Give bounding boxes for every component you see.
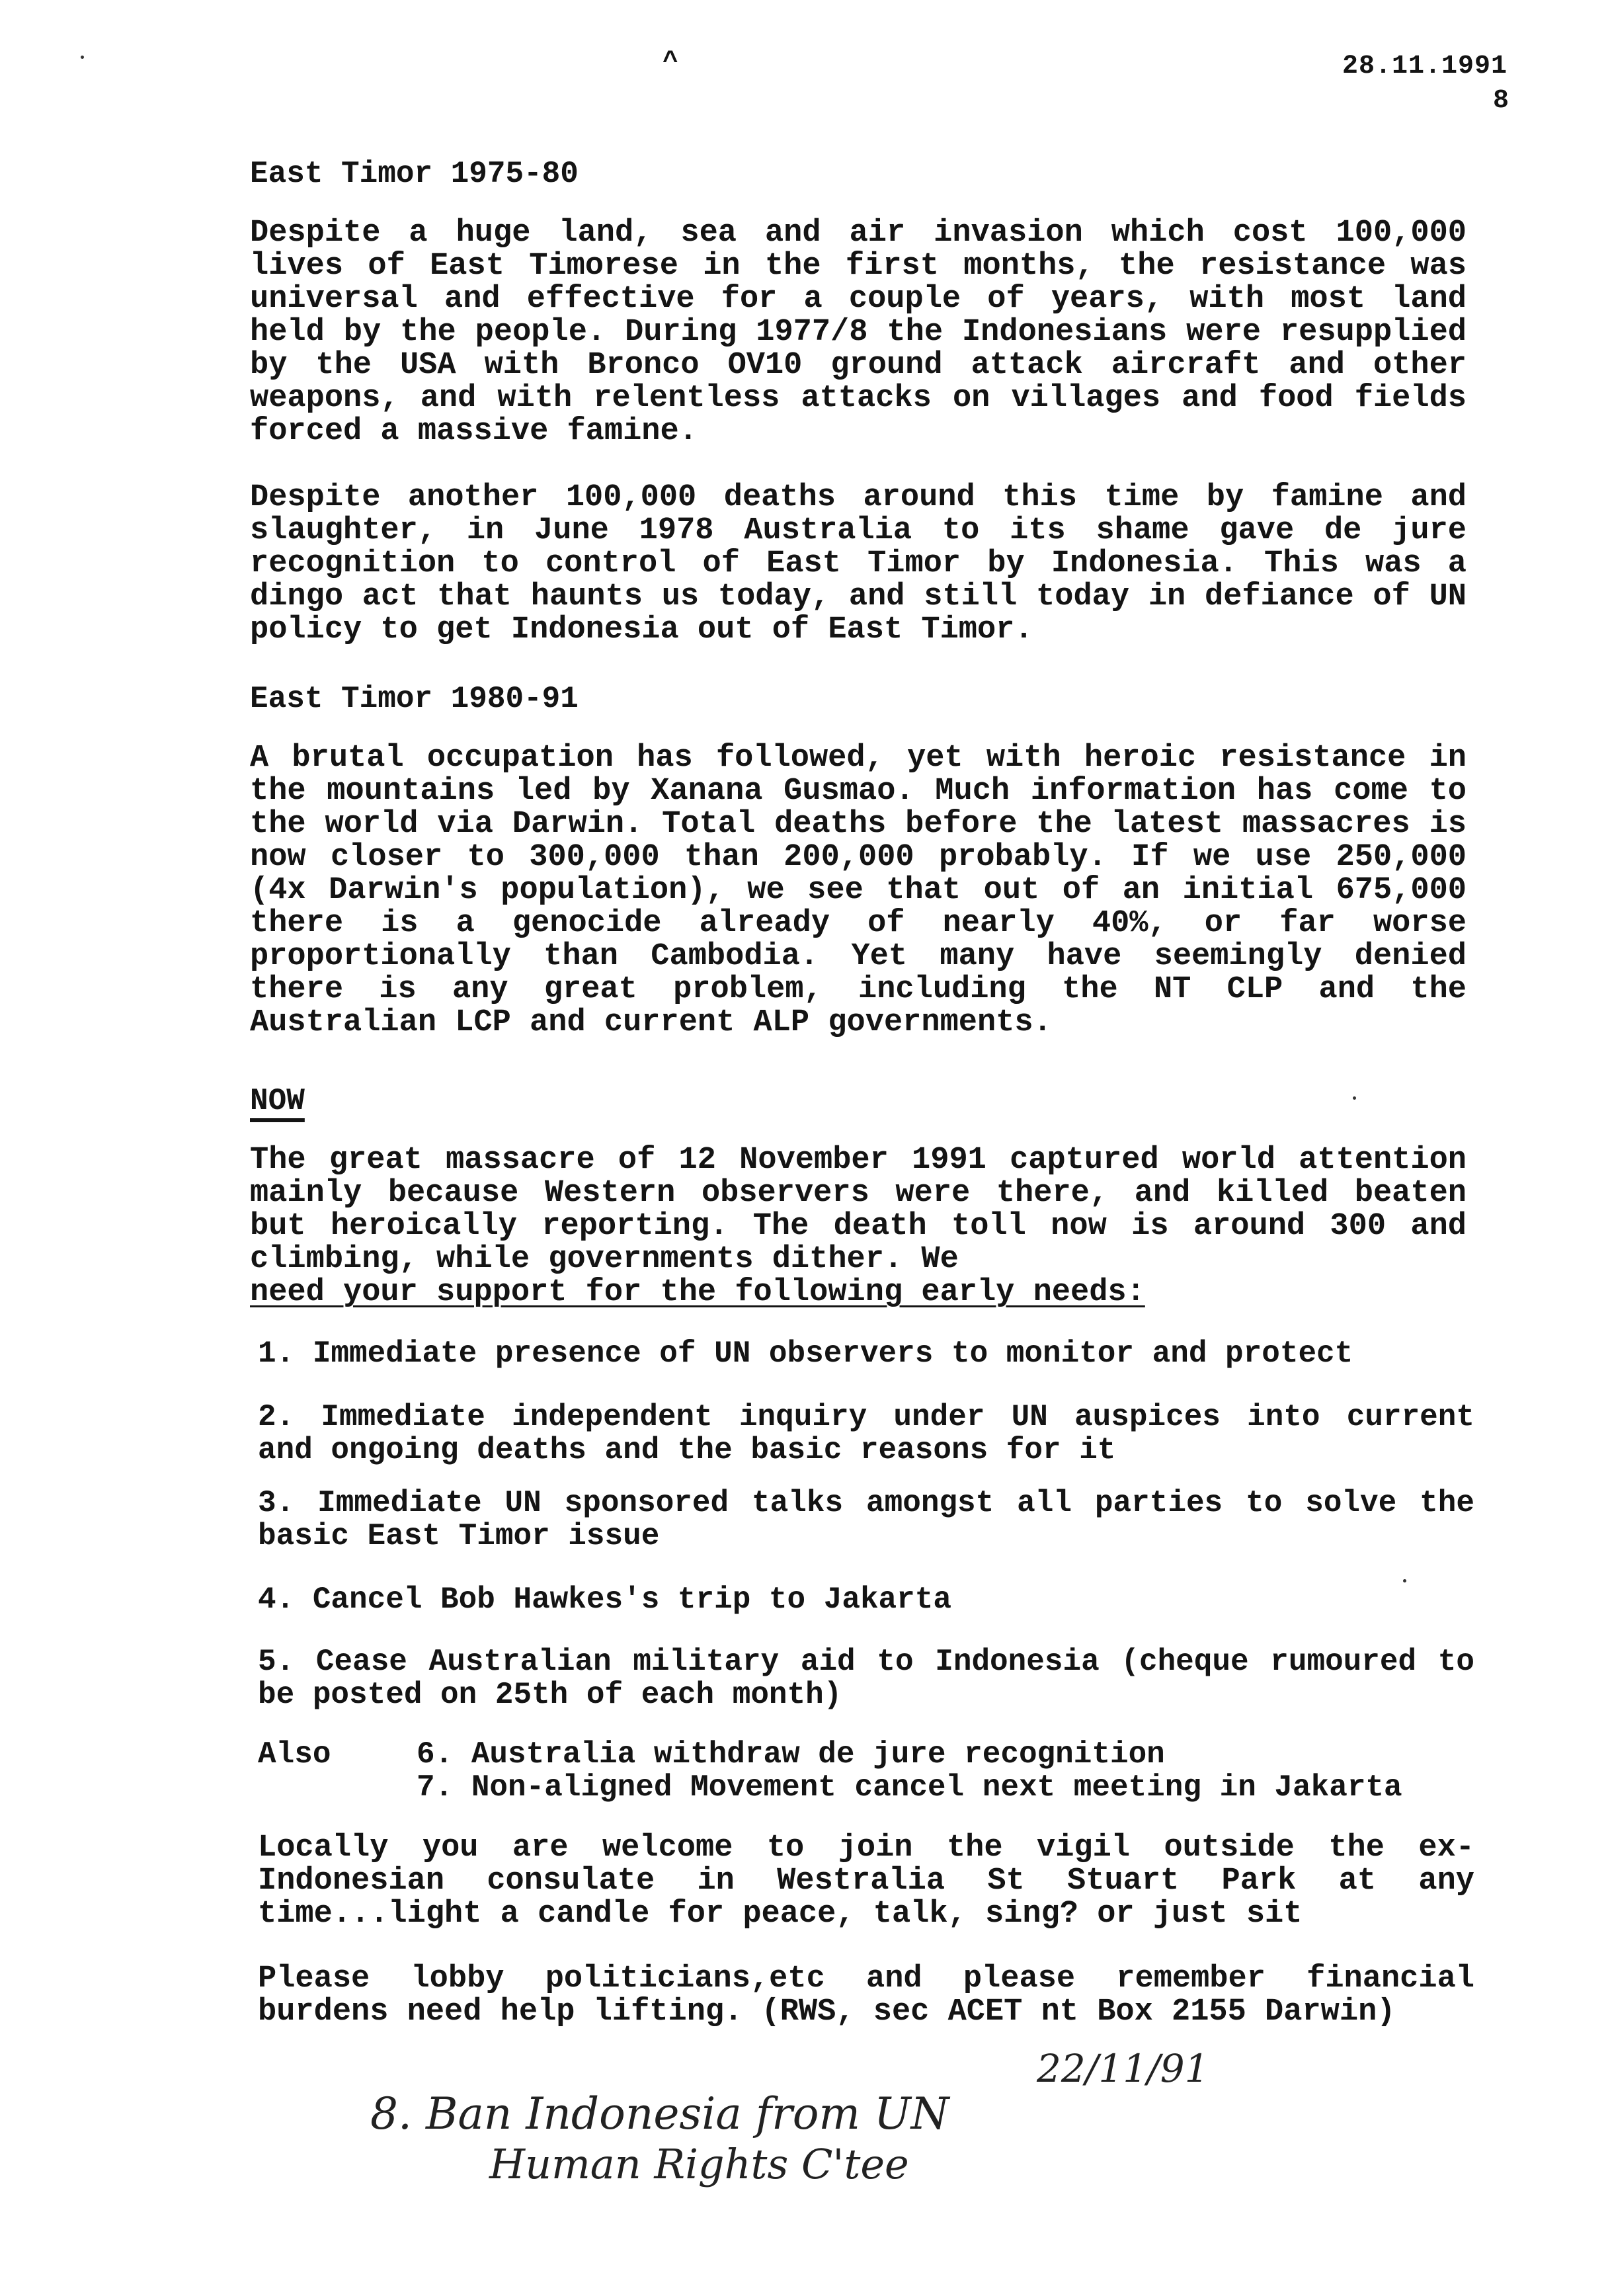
also-item-7: 7. Non-aligned Movement cancel next meeting in Jakarta	[417, 1770, 1402, 1805]
handwritten-date: 22/11/91	[1037, 2046, 1209, 2091]
section-heading-now: NOW	[250, 1084, 305, 1118]
paragraph-recognition: Despite another 100,000 deaths around this time by famine and slaughter, in June 1978 Australia to its shame gave de jure recognition to control of East Timor by Indonesia. This was a dingo act that haunts us today, and still today in defiance of UN policy to get Indonesia out of East Timor.	[250, 480, 1467, 647]
also-item-6: 6. Australia withdraw de jure recognition	[417, 1737, 1165, 1772]
paragraph-occupation: A brutal occupation has followed, yet with heroic resistance in the mountains led by Xanana Gusmao. Much information has come to the world via Darwin. Total deaths before the latest massacres is now closer to 300,000 than 200,000 probably. If we use 250,000 (4x Darwin's population), we see that out of an initial 675,000 there is a genocide already of nearly 40%, or far worse proportionally than Cambodia. Yet many have seemingly denied there is any great problem, including the NT CLP and the Australian LCP and current ALP governments.	[250, 741, 1467, 1040]
section-heading-1975-80: East Timor 1975-80	[250, 157, 579, 191]
paragraph-massacre: The great massacre of 12 November 1991 captured world attention mainly because Western observers were there, and killed beaten but heroically reporting. The death toll now is around 300 and climbing, while governments dither. We	[250, 1143, 1467, 1277]
needs-intro: need your support for the following early needs:	[250, 1275, 1145, 1310]
document-date: 28.11.1991	[1342, 52, 1508, 81]
handwritten-note-line1: 8. Ban Indonesia from UN	[370, 2088, 949, 2139]
speck	[81, 56, 84, 59]
need-item-4: 4. Cancel Bob Hawkes's trip to Jakarta	[258, 1582, 951, 1617]
paragraph-vigil: Locally you are welcome to join the vigil outside the ex-Indonesian consulate in Westralia St Stuart Park at any time...light a candle for peace, talk, sing? or just sit	[258, 1830, 1474, 1932]
need-item-3: 3. Immediate UN sponsored talks amongst all parties to solve the basic East Timor issue	[258, 1486, 1474, 1553]
speck	[1353, 1096, 1356, 1100]
need-item-2: 2. Immediate independent inquiry under UN auspices into current and ongoing deaths and the basic reasons for it	[258, 1400, 1474, 1467]
need-item-1: 1. Immediate presence of UN observers to monitor and protect	[258, 1336, 1353, 1371]
check-mark: ^	[663, 48, 679, 77]
section-heading-1980-91: East Timor 1980-91	[250, 682, 579, 716]
also-list	[258, 1738, 1474, 1804]
need-item-5: 5. Cease Australian military aid to Indonesia (cheque rumoured to be posted on 25th of each month)	[258, 1645, 1474, 1712]
page-number: 8	[1492, 86, 1509, 116]
speck	[1403, 1579, 1406, 1582]
handwritten-note-line2: Human Rights C'tee	[489, 2140, 909, 2188]
paragraph-invasion: Despite a huge land, sea and air invasion which cost 100,000 lives of East Timorese in the first months, the resistance was universal and effective for a couple of years, with most land held by the people. During 1977/8 the Indonesians were resupplied by the USA with Bronco OV10 ground attack aircraft and other weapons, and with relentless attacks on villages and food fields forced a massive famine.	[250, 216, 1467, 449]
paragraph-lobby: Please lobby politicians,etc and please remember financial burdens need help lifting. (RWS, sec ACET nt Box 2155 Darwin)	[258, 1961, 1474, 2030]
also-label: Also	[258, 1737, 331, 1772]
